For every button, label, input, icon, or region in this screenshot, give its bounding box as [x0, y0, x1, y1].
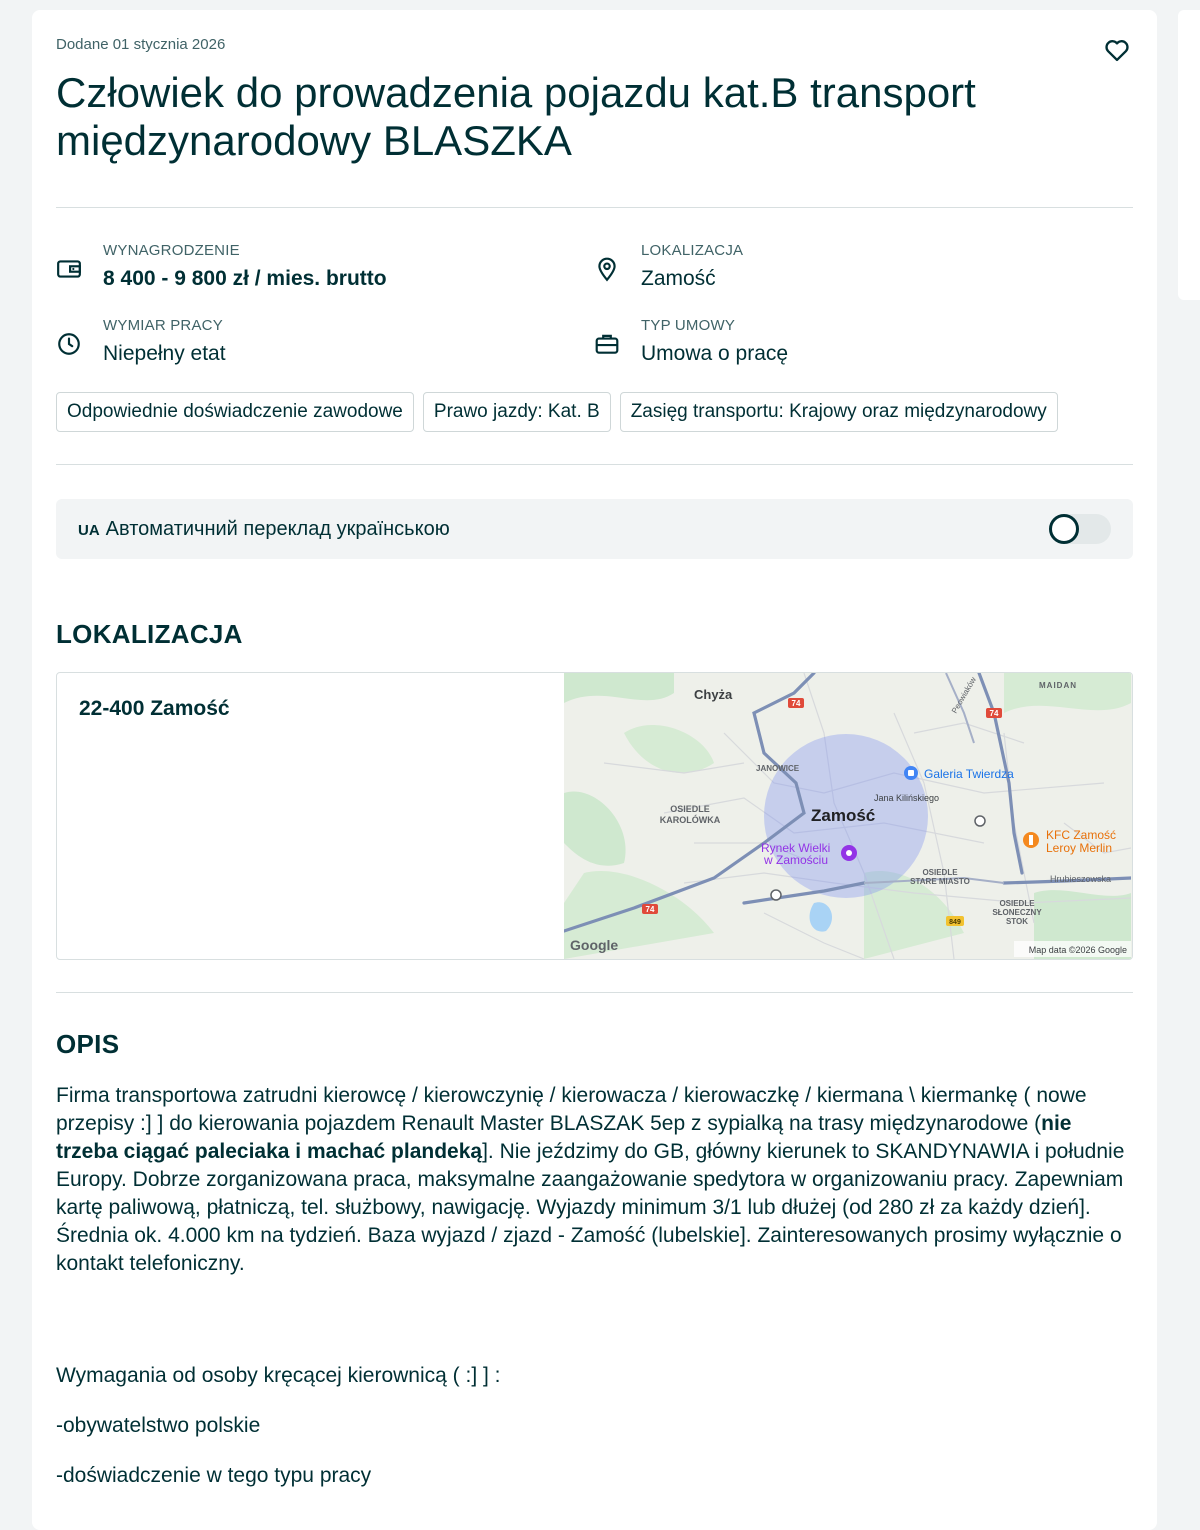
road-849-label: 849: [949, 919, 961, 926]
map-label-chyza: Chyża: [694, 687, 733, 702]
map-label-sloneczny-3: STOK: [1005, 917, 1029, 926]
map-label-janowice: JANOWICE: [756, 764, 800, 773]
toggle-knob: [1049, 514, 1079, 544]
map[interactable]: [564, 673, 1132, 959]
tag-list: [56, 392, 1133, 432]
adjacent-panel-edge: [1178, 10, 1200, 300]
google-logo: Google: [570, 937, 619, 953]
road-74-label: 74: [989, 709, 999, 718]
translation-text: Автоматичний переклад українською: [105, 517, 450, 540]
favorite-heart-icon[interactable]: [1103, 36, 1131, 64]
requirements-title: Wymagania od osoby kręcącej kierownicą ( :] ] :: [56, 1364, 501, 1387]
divider: [56, 464, 1133, 465]
map-label-rynek-1: Rynek Wielki: [761, 841, 831, 855]
tag-experience: Odpowiednie doświadczenie zawodowe: [56, 392, 414, 432]
address: 22-400 Zamość: [79, 697, 230, 720]
map-canvas[interactable]: [564, 673, 1131, 959]
map-label-karolowka-1: OSIEDLE: [670, 804, 710, 814]
road-74-label: 74: [645, 905, 655, 914]
map-label-rynek-2: w Zamościu: [764, 853, 829, 867]
location-value: Zamość: [641, 267, 716, 290]
map-label-sloneczny-1: OSIEDLE: [999, 899, 1035, 908]
map-label-sloneczny-2: SŁONECZNY: [992, 908, 1042, 917]
fact-work-time: [56, 317, 594, 366]
job-facts: [56, 242, 1133, 366]
divider: [56, 992, 1133, 993]
map-label-hrubieszowska: Hrubieszowska: [1050, 874, 1112, 884]
tag-driving-license: Prawo jazdy: Kat. B: [423, 392, 611, 432]
description-intro-b: ]. Nie jeździmy do GB, główny kierunek to SKANDYNAWIA i południe Europy. Dobrze zorganizowana praca, maksymalne zaangażowanie spedytora w organizowaniu pracy. Zapewniam kartę paliwową, płatniczą, tel. służbowy, nawigację. Wyjazdy minimum 3/1 lub dłużej (od 280 zł za każdy dzień]. Średnia ok. 4.000 km na tydzień. Baza wyjazd / zjazd - Zamość (lubelskie]. Zainteresowanych prosimy wyłącznie o kontakt telefoniczny.: [56, 1140, 1125, 1275]
description-intro-a: Firma transportowa zatrudni kierowcę / kierowczynię / kierowacza / kierowaczkę / kiermana \ kiermankę ( nowe przepisy :] ] do kierowania pojazdem Renault Master BLASZAK 5ep z sypialką na trasy międzynarodowe (: [56, 1084, 1087, 1135]
map-label-peowiakow: Peowiaków: [949, 675, 978, 715]
fact-salary: [56, 242, 594, 291]
location-pin-icon: [594, 256, 620, 282]
fact-location: [594, 242, 1132, 291]
map-label-zamosc: Zamość: [811, 806, 876, 825]
map-label-galeria: Galeria Twierdza: [924, 767, 1014, 781]
wallet-icon: [56, 256, 82, 282]
location-section-title: LOKALIZACJA: [56, 619, 243, 649]
tag-transport-range: Zasięg transportu: Krajowy oraz międzynarodowy: [620, 392, 1058, 432]
location-label: LOKALIZACJA: [641, 242, 744, 259]
listing-title: Człowiek do prowadzenia pojazdu kat.B transport międzynarodowy BLASZKA: [56, 69, 976, 164]
address-panel: [57, 673, 564, 959]
listing-card: [32, 10, 1157, 1530]
divider: [56, 207, 1133, 208]
road-74-label: 74: [791, 699, 801, 708]
work-time-value: Niepełny etat: [103, 342, 226, 365]
description-title: OPIS: [56, 1029, 120, 1059]
briefcase-icon: [594, 331, 620, 357]
description-body: [56, 1082, 1136, 1490]
contract-value: Umowa o pracę: [641, 342, 789, 365]
map-label-stare-1: OSIEDLE: [922, 868, 958, 877]
requirement-item: -obywatelstwo polskie: [56, 1414, 261, 1437]
map-attribution[interactable]: Map data ©2026 Google: [1028, 945, 1127, 955]
salary-value: 8 400 - 9 800 zł / mies. brutto: [103, 267, 387, 290]
map-label-kfc: KFC Zamość: [1046, 828, 1117, 842]
requirement-item: -doświadczenie w tego typu pracy: [56, 1464, 372, 1487]
map-label-leroy: Leroy Merlin: [1046, 841, 1113, 855]
map-label-karolowka-2: KAROLÓWKA: [659, 815, 721, 825]
map-label-maidan: MAIDAN: [1039, 681, 1077, 690]
map-label-kilinskiego: Jana Kilińskiego: [874, 793, 940, 803]
map-label-stare-2: STARE MIASTO: [910, 877, 970, 886]
fact-contract: [594, 317, 1132, 366]
description-intro: [56, 1082, 1136, 1278]
contract-label: TYP UMOWY: [641, 317, 736, 334]
description-intro-bold: nie trzeba ciągać paleciaka i machać plandeką: [56, 1112, 1072, 1163]
translation-label: [78, 518, 450, 541]
location-box: [56, 672, 1133, 960]
translation-toggle-row: [56, 499, 1133, 559]
salary-label: WYNAGRODZENIE: [103, 242, 240, 259]
translation-toggle[interactable]: [1049, 514, 1111, 544]
posted-date: Dodane 01 stycznia 2026: [56, 36, 226, 53]
ua-flag-badge: UA: [78, 521, 100, 539]
work-time-label: WYMIAR PRACY: [103, 317, 223, 334]
clock-icon: [56, 331, 82, 357]
